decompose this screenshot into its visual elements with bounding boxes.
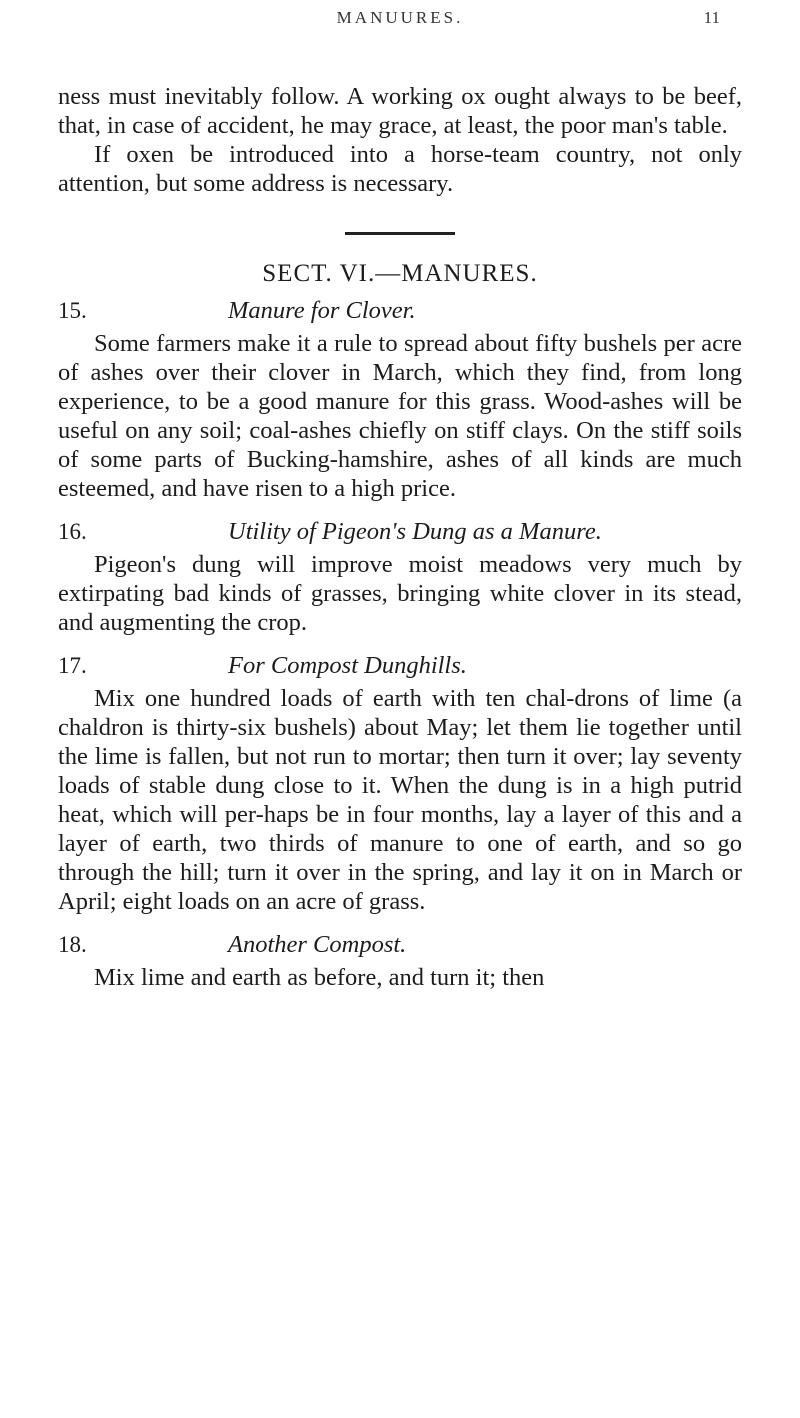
- item-text: Pigeon's dung will improve moist meadows very much by extirpating bad kinds of grasses, bringing white clover in its stead, and augmenting the crop.: [58, 551, 742, 636]
- section-divider: [345, 232, 455, 235]
- page-number: 11: [703, 8, 720, 27]
- item-number: 16.: [58, 519, 87, 544]
- item-heading-15: [58, 296, 742, 325]
- item-text: Some farmers make it a rule to spread about fifty bushels per acre of ashes over their clover in March, which they find, from long experience, to be a good manure for this grass. Wood-ashes will be useful on any soil; coal-ashes chiefly on stiff clays. On the stiff soils of some parts of Bucking-hamshire, ashes of all kinds are much esteemed, and have risen to a high price.: [58, 330, 742, 502]
- section-heading: SECT. VI.—MANURES.: [262, 260, 538, 287]
- running-head: [60, 8, 740, 36]
- item-heading-17: [58, 651, 742, 680]
- item-number: 18.: [58, 932, 87, 957]
- page-body: [58, 82, 742, 992]
- item-heading-16: [58, 517, 742, 546]
- item-text: Mix lime and earth as before, and turn it; then: [94, 964, 545, 991]
- item-title: Manure for Clover.: [228, 297, 416, 324]
- item-title: Another Compost.: [228, 931, 407, 958]
- paragraph-oxen: If oxen be introduced into a horse-team country, not only attention, but some address is necessary.: [58, 141, 742, 197]
- running-title: MANUURES.: [336, 8, 464, 27]
- item-number: 15.: [58, 298, 87, 323]
- item-title: For Compost Dunghills.: [228, 652, 467, 679]
- item-heading-18: [58, 930, 742, 959]
- item-number: 17.: [58, 653, 87, 678]
- item-title: Utility of Pigeon's Dung as a Manure.: [228, 518, 602, 545]
- item-text: Mix one hundred loads of earth with ten chal-drons of lime (a chaldron is thirty-six bushels) about May; let them lie together until the lime is fallen, but not run to mortar; then turn it over; lay seventy loads of stable dung close to it. When the dung is in a high putrid heat, which will per-haps be in four months, lay a layer of this and a layer of earth, two thirds of manure to one of earth, and so go through the hill; turn it over in the spring, and lay it on in March or April; eight loads on an acre of grass.: [58, 685, 742, 915]
- paragraph-continued: ness must inevitably follow. A working ox ought always to be beef, that, in case of accident, he may grace, at least, the poor man's table.: [58, 83, 742, 139]
